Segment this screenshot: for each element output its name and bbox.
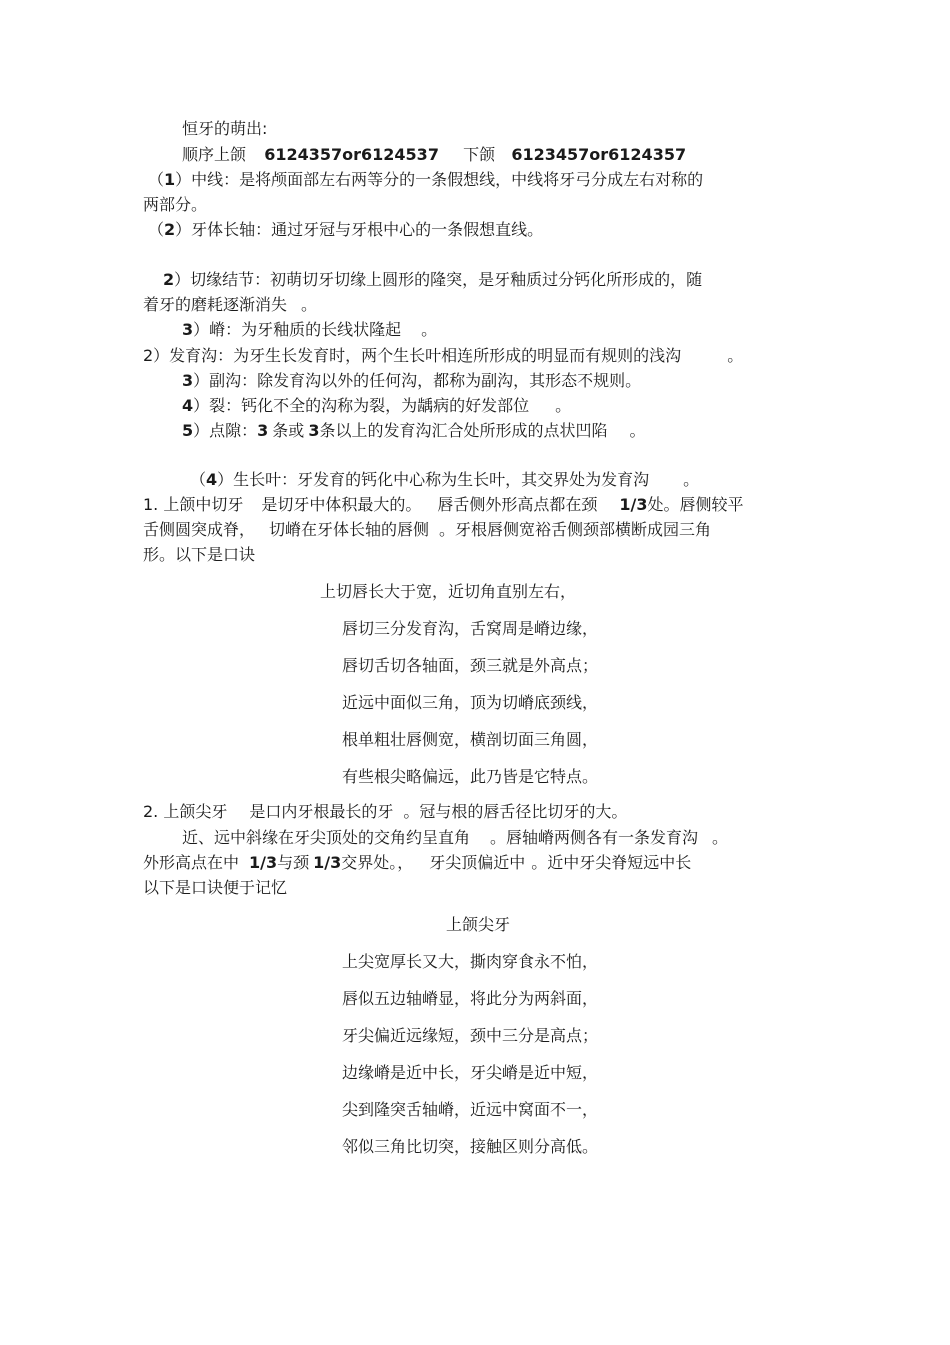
def-fissure-num: 4 (182, 396, 194, 415)
incisor-l2-a: 舌侧圆突成脊， (143, 520, 256, 539)
def-midline-cont: 两部分。 (143, 195, 208, 214)
def-pit (182, 419, 645, 443)
def-lobe-end: 。 (683, 470, 700, 489)
canine-line-3 (143, 851, 691, 875)
order-prefix: 顺序上颌 (182, 145, 247, 164)
def-groove-text: 2）发育沟：为牙生长发育时，两个生长叶相连所形成的明显而有规则的浅沟 (143, 346, 682, 365)
def-mamelon-cont (143, 293, 317, 317)
def-ridge-end: 。 (421, 320, 438, 339)
incisor-line-2 (143, 518, 711, 542)
canine-l1-b: 是口内牙根最长的牙 (249, 802, 394, 821)
incisor-line-3: 形。以下是口诀 (143, 545, 256, 564)
def-lobe-num: 4 (206, 470, 218, 489)
def-ridge (182, 318, 437, 342)
incisor-l1-c: 唇舌侧外形高点都在颈 (437, 495, 598, 514)
canine-l2-a: 近、远中斜缘在牙尖顶处的交角约呈直角 (182, 828, 471, 847)
canine-l3-n1: 1/3 (249, 853, 278, 872)
canine-heading: 2. 上颌尖牙 (143, 802, 228, 821)
def-pit-end: 。 (629, 421, 646, 440)
canine-l3-c: 交界处。， (341, 853, 414, 872)
canine-line-4: 以下是口诀便于记忆 (143, 878, 288, 897)
canine-verse-1: 上尖宽厚长又大，撕肉穿食永不怕， (342, 952, 599, 971)
def-mamelon (163, 268, 702, 292)
def-lobe (190, 468, 699, 492)
def-long-axis-text: ）牙体长轴：通过牙冠与牙根中心的一条假想直线。 (175, 220, 544, 239)
incisor-l2-b: 切嵴在牙体长轴的唇侧 (269, 520, 430, 539)
eruption-order (182, 143, 686, 167)
def-lobe-pre: （ (190, 470, 207, 489)
canine-verse-4: 边缘嵴是近中长，牙尖嵴是近中短， (342, 1063, 599, 1082)
def-ridge-num: 3 (182, 320, 194, 339)
canine-l3-d: 牙尖顶偏近中 (429, 853, 526, 872)
canine-l3-b: 与颈 (277, 853, 310, 872)
def-long-axis-num: 2 (164, 220, 176, 239)
incisor-verse-6: 有些根尖略偏远，此乃皆是它特点。 (342, 767, 599, 786)
canine-l3-e: 。近中牙尖脊短远中长 (531, 853, 692, 872)
def-midline: （1）中线：是将颅面部左右两等分的一条假想线，中线将牙弓分成左右对称的 (148, 170, 704, 189)
def-pit-num: 5 (182, 421, 194, 440)
def-pit-n2: 3 (308, 421, 320, 440)
lower-label: 下颌 (463, 145, 496, 164)
def-mamelon-end: 。 (301, 295, 318, 314)
incisor-l1-b: 是切牙中体积最大的。 (261, 495, 422, 514)
incisor-l2-c: 。牙根唇侧宽裕舌侧颈部横断成园三角 (439, 520, 712, 539)
def-mamelon-cont-text: 着牙的磨耗逐渐消失 (143, 295, 288, 314)
canine-l2-c: 。 (712, 828, 729, 847)
def-pit-text-c: 条以上的发育沟汇合处所形成的点状凹陷 (319, 421, 608, 440)
canine-verse-6: 邻似三角比切突，接触区则分高低。 (342, 1137, 599, 1156)
def-pit-n1: 3 (257, 421, 269, 440)
def-pit-text-a: ）点隙： (193, 421, 258, 440)
canine-line-1 (143, 800, 627, 824)
incisor-verse-5: 根单粗壮唇侧宽，横剖切面三角圆， (342, 730, 599, 749)
canine-verse-3: 牙尖偏近远缘短，颈中三分是高点； (342, 1026, 599, 1045)
def-mamelon-num: 2 (163, 270, 175, 289)
canine-verse-title: 上颌尖牙 (446, 915, 511, 934)
incisor-verse-3: 唇切舌切各轴面，颈三就是外高点； (342, 656, 599, 675)
def-mamelon-text: ）切缘结节：初萌切牙切缘上圆形的隆突，是牙釉质过分钙化所形成的，随 (174, 270, 703, 289)
def-supp-groove-text: ）副沟：除发育沟以外的任何沟，都称为副沟，其形态不规则。 (193, 371, 642, 390)
upper-order: 6124357or6124537 (264, 145, 439, 164)
incisor-line-1 (143, 493, 744, 517)
canine-l3-a: 外形高点在中 (143, 853, 240, 872)
canine-line-2 (182, 826, 728, 850)
canine-verse-5: 尖到隆突舌轴嵴，近远中窝面不一， (342, 1100, 599, 1119)
def-pit-text-b: 条或 (272, 421, 305, 440)
def-fissure (182, 394, 571, 418)
def-groove (143, 344, 743, 368)
def-fissure-text: ）裂：钙化不全的沟称为裂，为龋病的好发部位 (193, 396, 530, 415)
canine-verse-2: 唇似五边轴嵴显，将此分为两斜面， (342, 989, 599, 1008)
def-supp-groove (182, 369, 641, 393)
canine-l2-b: 。唇轴嵴两侧各有一条发育沟 (490, 828, 699, 847)
def-lobe-text: ）生长叶：牙发育的钙化中心称为生长叶，其交界处为发育沟 (217, 470, 650, 489)
incisor-verse-2: 唇切三分发育沟，舌窝周是嵴边缘， (342, 619, 599, 638)
canine-l3-n2: 1/3 (313, 853, 342, 872)
incisor-verse-1: 上切唇长大于宽，近切角直别左右， (320, 582, 577, 601)
incisor-verse-4: 近远中面似三角，顶为切嵴底颈线， (342, 693, 599, 712)
def-midline-num: 1 (164, 170, 176, 189)
def-groove-end: 。 (727, 346, 744, 365)
eruption-title: 恒牙的萌出: (182, 119, 268, 138)
incisor-l1-d: 处。唇侧较平 (647, 495, 744, 514)
incisor-heading: 1. 上颌中切牙 (143, 495, 244, 514)
def-fissure-end: 。 (555, 396, 572, 415)
def-long-axis: （2）牙体长轴：通过牙冠与牙根中心的一条假想直线。 (148, 220, 544, 239)
canine-l1-c: 。冠与根的唇舌径比切牙的大。 (403, 802, 628, 821)
def-ridge-text: ）嵴：为牙釉质的长线状隆起 (193, 320, 402, 339)
def-midline-text: ）中线：是将颅面部左右两等分的一条假想线，中线将牙弓分成左右对称的 (175, 170, 704, 189)
lower-order: 6123457or6124357 (511, 145, 687, 164)
incisor-l1-num: 1/3 (619, 495, 648, 514)
def-supp-groove-num: 3 (182, 371, 194, 390)
